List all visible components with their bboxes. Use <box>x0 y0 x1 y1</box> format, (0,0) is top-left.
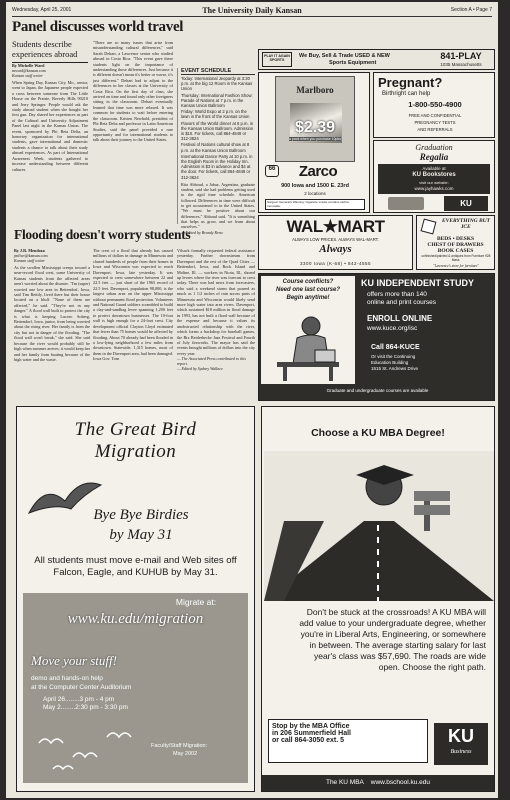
kuis-visit3: 1515 St. Andrews Drive <box>371 366 419 371</box>
marlboro-price: $2.39 <box>294 119 336 136</box>
kuis-left-panel <box>261 276 355 384</box>
ice-note: unfinished/painted & antiques from Furniture 928 Mass. <box>421 254 491 262</box>
regalia-line2: KU Bookstores <box>412 172 456 178</box>
surgeon-warning: Surgeon General's Warning: Cigarette smoke contains carbon monoxide. <box>265 199 365 210</box>
ice-item: BOOK CASES <box>437 248 474 255</box>
kuis-left2: Need one last course? <box>275 287 341 293</box>
marlboro-brand: Marlboro <box>296 85 334 95</box>
bird-dates <box>43 696 173 712</box>
pregnant-line3: AND REFERRALS <box>417 127 453 132</box>
walmart-tagline: ALWAYS LOW PRICES. ALWAYS WAL-MART. <box>292 237 379 242</box>
zarco-66-icon <box>265 165 279 177</box>
article-byline: By Michelle Ward <box>12 63 45 68</box>
mba-footer[interactable]: The KU MBA www.bschool.ku.edu <box>262 775 494 791</box>
bird-title1: The Great Bird <box>74 419 197 440</box>
bird-faculty2: May 2002 <box>173 751 198 757</box>
flood-byline-email: jmflwr@kansan.com <box>14 253 48 258</box>
ad-ku-independent-study <box>258 273 495 401</box>
flood-col3 <box>177 248 255 398</box>
regalia-title2: Regalia <box>419 152 449 162</box>
ad-walmart <box>258 215 413 270</box>
walmart-logo: WAL★MART <box>286 217 385 236</box>
zarco-name: Zarco <box>298 163 338 180</box>
section-page: Section A • Page 7 <box>450 7 492 13</box>
kuis-left3: Begin anytime! <box>286 295 330 301</box>
ad-everything-but-ice <box>416 215 495 270</box>
event-item: Friday: World Expo at 2 p.m. on the lawn in the front of the Kansas Union <box>181 109 250 120</box>
bird-bymay: by May 31 <box>109 527 173 543</box>
event-item: International Dance Party at 10 p.m. in the English Room in the Holiday Inn. Admission is $3 in advance and $4 at the door. For tickets, call 864-4848 or 312-3624 <box>181 153 253 180</box>
event-schedule <box>177 68 255 235</box>
flood-ap-note: — The Associated Press contributed to this report. <box>177 356 246 367</box>
event-list <box>181 76 255 180</box>
bird-demo1: demo and hands-on help <box>31 675 103 682</box>
student-at-desk-illustration <box>271 306 345 382</box>
pregnant-headline: Pregnant? <box>378 75 443 90</box>
kuis-enroll: ENROLL ONLINE <box>367 314 433 323</box>
kuis-left1: Course conflicts? <box>282 279 334 285</box>
flood-col1 <box>14 248 90 388</box>
pregnant-line2: PREGNANCY TESTS <box>414 120 456 125</box>
flood-byline-role: Kansan staff writer <box>14 258 45 263</box>
bird-map-panel <box>23 593 248 783</box>
article-byline-role: Kansan staff writer <box>12 73 43 78</box>
article-edited-by: — Edited by Brandy Reno <box>181 229 223 235</box>
ice-item: BEDS • DESKS <box>436 236 475 242</box>
walmart-address: 3300 Iowa (K-68) • 842-4555 <box>299 261 372 266</box>
regalia-grad-icon <box>388 197 424 210</box>
flood-body-col3: Vilsack formally requested federal assistance yesterday. Further downstream from Davenport and the rest of the Quad Cities — Bettendorf, Iowa, and Rock Island and Moline, Ill. — workers in Niota, Ill., shored up levees where the river was forecast to crest today. There was bad news from forecasters, who said a weekend storm that poured as much as 1 1/2 inches of rain across parts of Minnesota and Wisconsin would likely send more high water into area rivers. Davenport, which sustained $18 million in flood damage in 1993, has not built a flood wall because of the expense and because it values its unobstructed relationship with the river, which forms a backdrop for baseball games, the Bix Beiderbecke Jazz Festival and Fourth of July fireworks. The mayor has said the events brought millions of dollars into the city every year. <box>177 248 255 356</box>
flood-edited-by: — Edited by Sydney Wallace <box>177 366 223 372</box>
bird-title2: Migration <box>94 441 177 462</box>
ad-line2: Sports Equipment <box>329 60 377 66</box>
event-item: Festival of Nations cultural show at 8 p.m. at the Kansas Union Ballroom <box>181 142 250 153</box>
article-body-col2: "There are so many issues that arise from misunderstanding cultural differences," said Sarah Dehart, a Lawrence senior who studied abroad in Costa Rica. "This event gave these students light on the importance of understanding those differences. Just because it is different doesn't mean it's better or worse, it's just different." Dehart had to adjust to the differences in her classes at the University of Costa Rica. On the first day of class, she arrived on time and found only other foreigners sitting in the classroom. Dehart eventually learned that time was more relaxed. It was common for students to wait before entering the classroom. Kristen Newbold, president of Phi Beta Delta and professor in Latin American Studies, said the panel provided a rare opportunity and for international students to talk about their journey to the United States. <box>93 40 173 143</box>
event-item: Today: International Jeopardy at 3:30 p.m. at the big 12 Room in the Kansas Union <box>181 76 253 92</box>
article-body-col1: When Spring Day, Kansas City, Mo., senior, went to Japan, the Japanese people expected a cross between someone from The Little House on the Prairie, Beverly Hills 90210 and Jerry Springer. People would ask the study abroad student when she bought her first gun. Day shared her experiences as part of the Cultural and University Adjustment Panel last night in the Kansas Union. The event, sponsored by Phi Beta Delta, an honorary organization for international students, gave international and domestic students a chance to talk about their study abroad experiences. As part of International Awareness Week, students gathered to increase understanding between different cultures. <box>12 80 88 172</box>
kuis-footer: Graduate and undergraduate courses are available <box>326 388 429 393</box>
event-schedule-title: EVENT SCHEDULE <box>181 68 255 75</box>
ice-item: CHEST OF DRAWERS <box>427 242 484 249</box>
bird-date-row: April 26........3 pm - 4 pm <box>43 696 115 703</box>
bird-url[interactable]: www.ku.edu/migration <box>67 611 204 627</box>
ice-items <box>417 236 494 255</box>
newspaper-title: The University Daily Kansan <box>202 6 302 15</box>
mba-stop2: in 206 Summerfield Hall <box>272 730 351 737</box>
ad-phone: 841-PLAY <box>440 51 482 61</box>
article-subhead: Students describe experiences abroad <box>12 39 78 59</box>
bird-students: All students must move e-mail and Web sites off Falcon, Eagle, and KUHUB by May 31. <box>34 555 237 578</box>
zarco-locations: 2 locations <box>304 191 326 196</box>
ad-ku-mba <box>261 406 495 792</box>
bird-faculty1: Faculty/Staff Migration: <box>151 743 208 749</box>
ad-buy-sell-sports <box>258 49 495 70</box>
kuis-title: KU INDEPENDENT STUDY <box>361 278 475 288</box>
pregnant-sub: Birthright can help <box>382 91 431 97</box>
jayhawk-logo-icon <box>444 196 488 211</box>
issue-date: Wednesday, April 25, 2001 <box>12 7 72 13</box>
mba-stop1: Stop by the MBA Office <box>272 723 350 730</box>
ice-tagline: "Lawrence's store for furniture" <box>433 264 479 268</box>
kuis-offers: offers more than 140 <box>367 291 427 298</box>
marlboro-note: a pack when you purchase 10pks <box>289 137 341 141</box>
mba-title: Choose a KU MBA Degree! <box>311 427 445 439</box>
flood-headline: Flooding doesn't worry students <box>14 227 191 242</box>
mba-brand: KU <box>448 726 474 746</box>
ice-title: EVERYTHING BUT ICE <box>441 218 491 230</box>
mba-stop3: or call 864-3050 ext. 5 <box>272 737 344 744</box>
kuis-call: Call 864-KUCE <box>371 344 420 351</box>
newspaper-page <box>6 2 498 798</box>
bird-migrate: Migrate at: <box>175 597 217 607</box>
ad-line1: We Buy, Sell & Trade USED & NEW <box>299 53 390 59</box>
flood-body-col2: The crest of a flood that already has caused millions of dollars in damage in Minnesota and chased hundreds of people from their homes in Iowa and Wisconsin was expected to reach Davenport, Iowa, late yesterday. It was expected to crest somewhere between 22 and 22.5 feet — just short of the 1965 record of 22.5 feet. Davenport, population 98,000, is the largest urban area on the upper Mississippi without permanent flood protection. Volunteers and National Guard soldiers scrambled to build a clay-and-sandbag levee spanning 1,200 feet to protect downtown businesses. The 10-foot wall is high enough for a 24-foot crest. City development official Clayton Lloyd estimated that fewer than 75 homes would be affected by flooding. About 70 already had been flooded in a low-lying neighborhood a few miles from downtown. Statewide, 1,315 homes, most of them in the Davenport area, had been damaged. Iowa Gov. Tom <box>93 248 173 362</box>
regalia-url: www.jayhawks.com <box>414 186 454 191</box>
kuis-offers2: online and print courses <box>367 299 437 306</box>
graduate-crossroads-illustration <box>264 451 494 601</box>
ad-great-bird-migration <box>16 406 255 792</box>
article-body-col3: Rita Abboud, a Jabaz, Argentina, graduate student, said she had problems getting used to the rigid time schedule. American followed. Differences in time were difficult to get accustomed to in the United States. "We must be positive about our differences," Abboud said. "It is something that helps us grow, and we learn about ourselves." <box>181 181 255 230</box>
walmart-always: Always <box>319 243 352 255</box>
flood-byline: By J.R. Mendoza <box>14 248 45 253</box>
article-world-travel-col1 <box>12 40 88 212</box>
bird-move: Move your stuff! <box>31 653 117 668</box>
flood-body-col1: As the swollen Mississippi creeps toward a near-record flood crest, some University of Kansas students from the affected areas aren't worried about the disaster. "I'm (super) worried one low area in Bettendorf, Iowa, said Tim Rettily, lived there but their house located on a bluff. "None of them are affected," he said. "They're not in any danger." A flood wall built to protect the city is what is keeping Lucero Soberg, Bettendorf, Iowa, junior, from being worried about the rising river. Her family is from the city but not in danger of the flooding. "The flood wall won't break," she said. She said because the river would probably still be high when summer arrives, it would keep her and her family from boating because of the high water and the waste. <box>14 265 90 362</box>
mba-stop-box <box>268 719 428 763</box>
article-headline: Panel discusses world travel <box>12 19 184 35</box>
kuis-visit2: Education Building <box>371 360 409 365</box>
regalia-banner <box>378 164 490 194</box>
ad-graduation-regalia <box>373 140 495 213</box>
event-item: Thursday: International Fashion Show: Parade of Nations at 7 p.m. in the Kansas Union Ballroom <box>181 92 253 109</box>
ad-marlboro-zarco <box>258 72 370 213</box>
article-byline-email: mward@kansan.com <box>12 68 46 73</box>
regalia-title1: Graduation <box>415 143 453 152</box>
masthead <box>12 5 492 17</box>
mba-body: Don't be stuck at the crossroads! A KU MBA will add value to your undergraduate degree, whether you're in Liberal Arts, Engineering, or somewhere in between. The average starting salary for last year's class was $57,690. The roads are wide open. Choose the right path. <box>299 607 486 672</box>
ad-address: 1035 Massachusetts <box>440 62 482 67</box>
pregnant-line1: FREE AND CONFIDENTIAL <box>408 113 462 118</box>
mba-ku-logo-icon <box>434 723 488 765</box>
bird-demo2: at the Computer Center Auditorium <box>31 684 132 691</box>
event-item: Flavors of the World dinner at 6 p.m. in the Kansas Union Ballroom. Admission is $10. For tickets, call 864-4848 or 312-3624 <box>181 120 254 142</box>
regalia-line3: visit our website: <box>419 180 449 185</box>
bird-date-row: May 2........2:30 pm - 3:30 pm <box>43 704 128 711</box>
regalia-brand: KU <box>460 199 472 208</box>
kuis-visit1: Or visit the Continuing <box>371 354 416 359</box>
mba-brand2: Business <box>450 749 472 755</box>
regalia-line1: Available at <box>422 166 446 171</box>
pregnant-phone: 1-800-550-4900 <box>408 100 462 109</box>
ad-brand-logo: PLAY IT AGAIN SPORTS <box>262 52 292 67</box>
birds-flock-icon <box>33 723 143 777</box>
zarco-address: 900 Iowa and 1500 E. 23rd <box>281 183 349 189</box>
zarco-66-label: 66 <box>268 166 276 172</box>
ice-cube-icon <box>421 219 437 235</box>
ad-pregnant <box>373 72 495 138</box>
kuis-enroll-url[interactable]: www.kuce.org/isc <box>367 325 418 332</box>
bird-bye: Bye Bye Birdies <box>93 507 189 523</box>
